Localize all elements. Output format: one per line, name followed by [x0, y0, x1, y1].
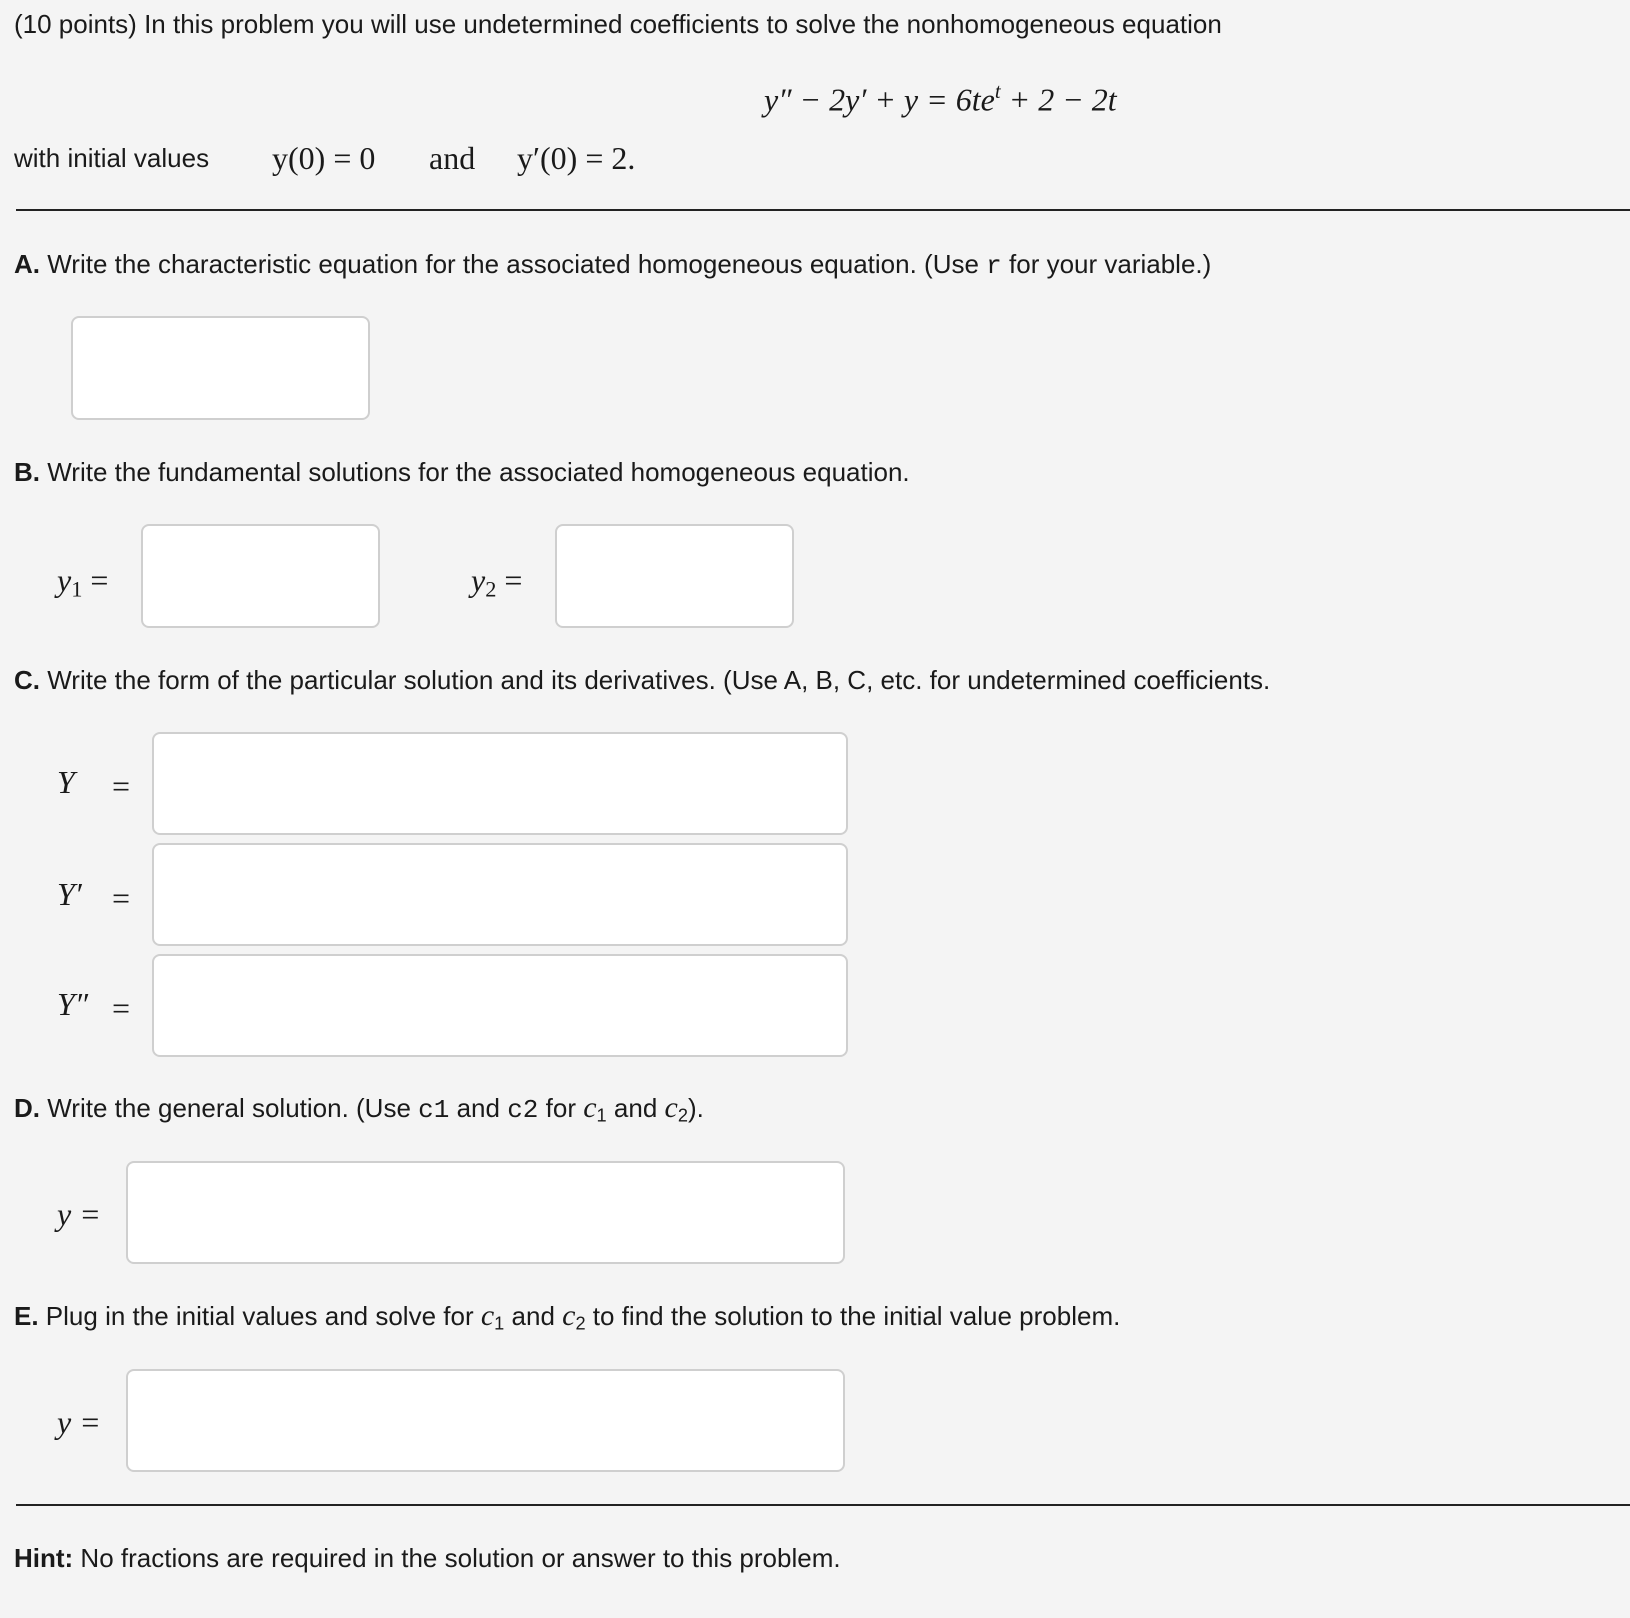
initial-and-word: and	[429, 140, 476, 176]
particular-Y-equals: =	[112, 768, 131, 804]
particular-Ydoubleprime-label: Y″	[57, 986, 89, 1022]
problem-intro: (10 points) In this problem you will use undetermined coefficients to solve the nonhomogeneous equation	[14, 9, 1222, 39]
initial-values-label: with initial values	[14, 143, 210, 173]
part-c-prompt: C. Write the form of the particular solution and its derivatives. (Use A, B, C, etc. for undetermined coefficients.	[14, 665, 1271, 695]
particular-Ydoubleprime-input[interactable]	[152, 954, 848, 1057]
ivp-solution-label: y =	[57, 1404, 101, 1440]
part-e-prompt: E. Plug in the initial values and solve for $c_1$ and $c_2$ to find the solution to the initial value problem.	[14, 1299, 1121, 1334]
particular-Ydoubleprime-equals: =	[112, 990, 131, 1026]
particular-Yprime-input[interactable]	[152, 843, 848, 946]
initial-condition-2: y′(0) = 2.	[517, 140, 636, 176]
y2-input[interactable]	[555, 524, 794, 628]
general-solution-input[interactable]	[126, 1161, 845, 1264]
bottom-divider	[16, 1504, 1630, 1506]
initial-condition-1: y(0) = 0	[272, 140, 376, 176]
y1-input[interactable]	[141, 524, 380, 628]
particular-Yprime-label: Y′	[57, 876, 82, 912]
hint-text: Hint: No fractions are required in the solution or answer to this problem.	[14, 1543, 841, 1573]
y2-label: $y_2$ =	[471, 562, 523, 602]
part-b-prompt: B. Write the fundamental solutions for the associated homogeneous equation.	[14, 457, 910, 487]
general-solution-label: y =	[57, 1196, 101, 1232]
part-d-prompt: D. Write the general solution. (Use c1 and c2 for $c_1$ and $c_2$).	[14, 1091, 704, 1126]
particular-Yprime-equals: =	[112, 880, 131, 916]
top-divider	[16, 209, 1630, 211]
part-a-prompt: A. Write the characteristic equation for the associated homogeneous equation. (Use r for your variable.)	[14, 249, 1212, 281]
particular-Y-label: Y	[57, 764, 75, 800]
ivp-solution-input[interactable]	[126, 1369, 845, 1472]
particular-Y-input[interactable]	[152, 732, 848, 835]
main-equation: $y'' - 2y' + y = 6te^t + 2 - 2t$	[764, 80, 1117, 118]
y1-label: $y_1$ =	[57, 562, 109, 602]
characteristic-equation-input[interactable]	[71, 316, 370, 420]
